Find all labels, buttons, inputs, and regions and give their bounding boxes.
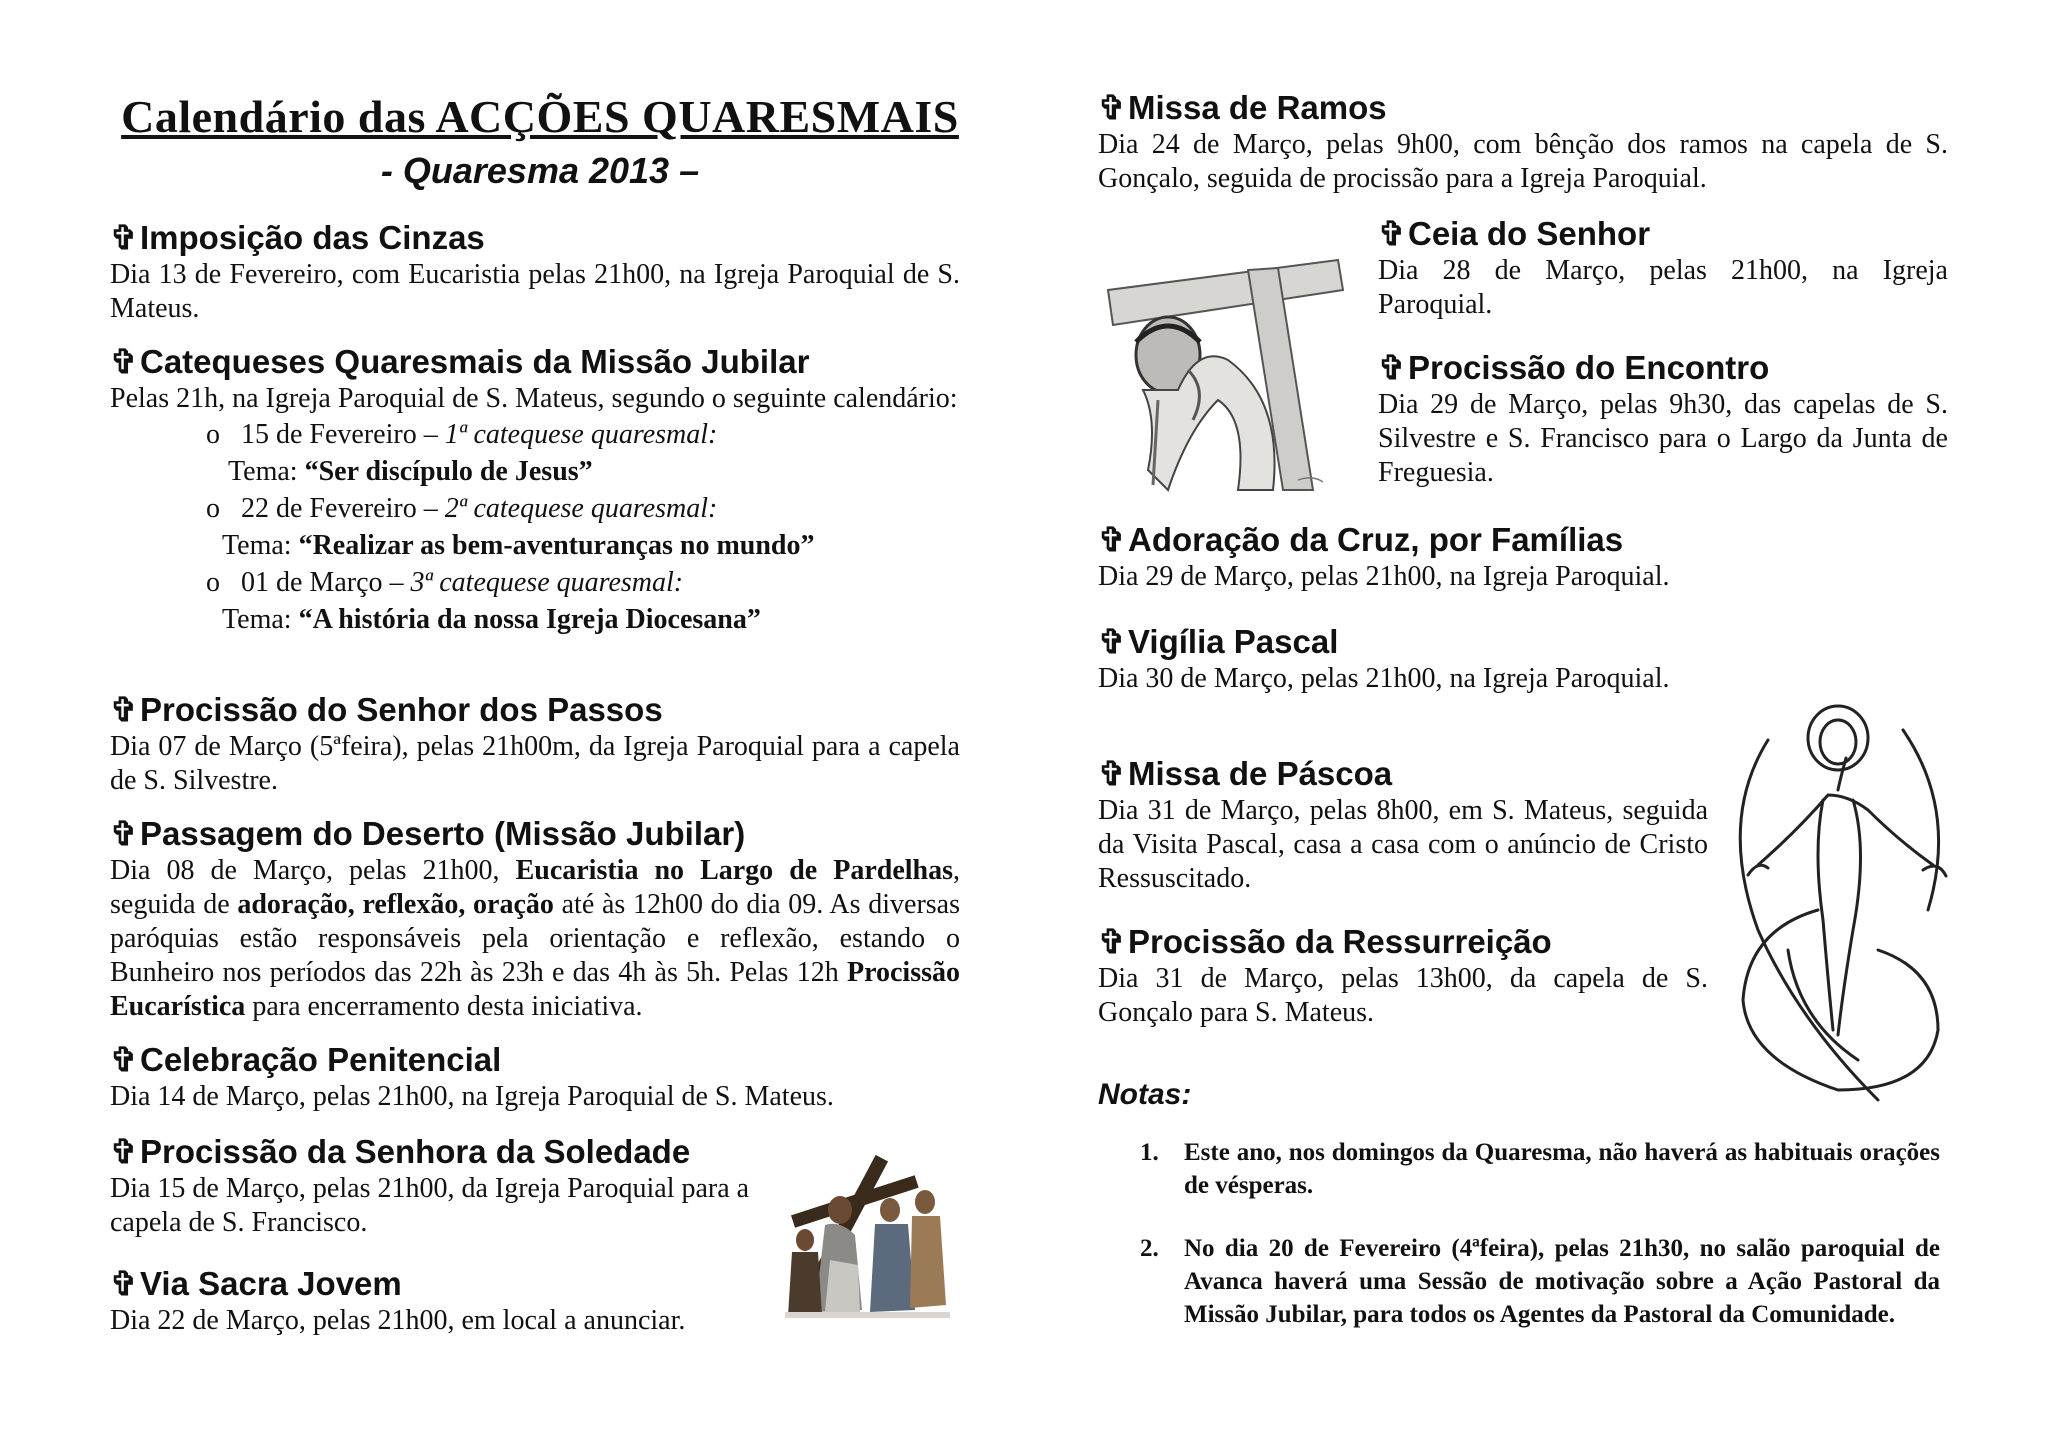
section-heading: Missa de Páscoa: [1128, 755, 1393, 792]
section-body: Dia 13 de Fevereiro, com Eucaristia pelas 21h00, na Igreja Paroquial de S. Mateus.: [110, 259, 960, 324]
cross-icon: ✞: [110, 1133, 138, 1170]
section-cinzas: [110, 218, 960, 326]
cross-icon: ✞: [1098, 89, 1126, 126]
list-item-tema: Tema: “Ser discípulo de Jesus”: [228, 456, 593, 487]
section-heading: Procissão da Ressurreição: [1128, 923, 1552, 960]
cross-icon: ✞: [1378, 215, 1406, 252]
list-item: o 01 de Março – 3ª catequese quaresmal:: [206, 567, 684, 598]
section-heading: Passagem do Deserto (Missão Jubilar): [140, 815, 746, 852]
section-body: Dia 15 de Março, pelas 21h00, da Igreja Paroquial para a capela de S. Francisco.: [110, 1173, 750, 1238]
note-item: 2. No dia 20 de Fevereiro (4ªfeira), pelas 21h30, no salão paroquial de Avanca haverá uma Sessão de motivação sobre a Ação Pastoral da Missão Jubilar, para todos os Agentes da Pastoral da Comunidade.: [1140, 1235, 1940, 1328]
section-body: Dia 31 de Março, pelas 8h00, em S. Mateus, seguida da Visita Pascal, casa a casa com o anúncio de Cristo Ressuscitado.: [1098, 795, 1708, 894]
list-item: o 22 de Fevereiro – 2ª catequese quaresmal:: [206, 493, 718, 524]
cross-icon: ✞: [1378, 349, 1406, 386]
cross-icon: ✞: [110, 815, 138, 852]
cross-icon: ✞: [110, 1265, 138, 1302]
section-ceia: [1378, 214, 1948, 322]
section-adoracao: [1098, 520, 1948, 594]
section-soledade: [110, 1132, 750, 1240]
cross-icon: ✞: [110, 691, 138, 728]
note-item: 1. Este ano, nos domingos da Quaresma, não haverá as habituais orações de vésperas.: [1140, 1139, 1940, 1199]
notas-title: Notas:: [1098, 1078, 1192, 1111]
section-catequeses: [110, 342, 960, 638]
section-heading: Imposição das Cinzas: [140, 219, 485, 256]
section-passos: [110, 690, 960, 798]
cross-icon: ✞: [1098, 755, 1126, 792]
section-heading: Missa de Ramos: [1128, 89, 1387, 126]
cross-icon: ✞: [1098, 623, 1126, 660]
section-ramos: [1098, 88, 1948, 196]
cross-icon: ✞: [1098, 923, 1126, 960]
section-body: Pelas 21h, na Igreja Paroquial de S. Mateus, segundo o seguinte calendário:: [110, 383, 958, 414]
section-encontro: [1378, 348, 1948, 490]
section-pascoa: [1098, 754, 1708, 896]
section-body: Dia 07 de Março (5ªfeira), pelas 21h00m, da Igreja Paroquial para a capela de S. Silvestre.: [110, 731, 960, 796]
section-heading: Via Sacra Jovem: [140, 1265, 402, 1302]
cross-icon: ✞: [110, 343, 138, 380]
section-body: Dia 14 de Março, pelas 21h00, na Igreja Paroquial de S. Mateus.: [110, 1081, 834, 1112]
section-heading: Celebração Penitencial: [140, 1041, 502, 1078]
section-body: Dia 28 de Março, pelas 21h00, na Igreja Paroquial.: [1378, 255, 1948, 320]
section-body: Dia 22 de Março, pelas 21h00, em local a anunciar.: [110, 1305, 686, 1336]
section-heading: Adoração da Cruz, por Famílias: [1128, 521, 1624, 558]
section-heading: Catequeses Quaresmais da Missão Jubilar: [140, 343, 810, 380]
section-heading: Procissão do Senhor dos Passos: [140, 691, 663, 728]
cross-icon: ✞: [110, 1041, 138, 1078]
via-sacra-illustration: [770, 1140, 970, 1340]
section-viasacra: [110, 1264, 790, 1338]
section-body: Dia 24 de Março, pelas 9h00, com bênção dos ramos na capela de S. Gonçalo, seguida de procissão para a Igreja Paroquial.: [1098, 129, 1948, 194]
section-body: Dia 29 de Março, pelas 21h00, na Igreja Paroquial.: [1098, 561, 1670, 592]
section-heading: Vigília Pascal: [1128, 623, 1339, 660]
section-ressurreicao: [1098, 922, 1708, 1030]
page-subtitle: - Quaresma 2013 –: [380, 150, 700, 191]
risen-christ-drawing: [1728, 700, 1958, 1110]
section-penitencial: [110, 1040, 960, 1114]
section-heading: Procissão do Encontro: [1408, 349, 1770, 386]
section-heading: Procissão da Senhora da Soledade: [140, 1133, 691, 1170]
list-item-tema: Tema: “Realizar as bem-aventuranças no mundo”: [222, 530, 815, 561]
section-deserto: [110, 814, 960, 1024]
section-body: Dia 31 de Março, pelas 13h00, da capela de S. Gonçalo para S. Mateus.: [1098, 963, 1708, 1028]
jesus-carrying-cross-sketch: [1098, 250, 1348, 500]
page-title: Calendário das ACÇÕES QUARESMAIS: [121, 91, 959, 142]
list-item: o 15 de Fevereiro – 1ª catequese quaresmal:: [206, 419, 718, 450]
cross-icon: ✞: [110, 219, 138, 256]
section-heading: Ceia do Senhor: [1408, 215, 1651, 252]
section-body: Dia 08 de Março, pelas 21h00, Eucaristia no Largo de Pardelhas, seguida de adoração, reflexão, oração até às 12h00 do dia 09. As diversas paróquias estão responsáveis pela orientação e reflexão, estando o Bunheiro nos períodos das 22h às 23h e das 4h às 5h. Pelas 12h Procissão Eucarística para encerramento desta iniciativa.: [110, 855, 960, 1022]
section-vigilia: [1098, 622, 1708, 696]
list-item-tema: Tema: “A história da nossa Igreja Diocesana”: [222, 604, 761, 635]
section-body: Dia 29 de Março, pelas 9h30, das capelas de S. Silvestre e S. Francisco para o Largo da Junta de Freguesia.: [1378, 389, 1948, 488]
cross-icon: ✞: [1098, 521, 1126, 558]
section-body: Dia 30 de Março, pelas 21h00, na Igreja Paroquial.: [1098, 663, 1670, 694]
